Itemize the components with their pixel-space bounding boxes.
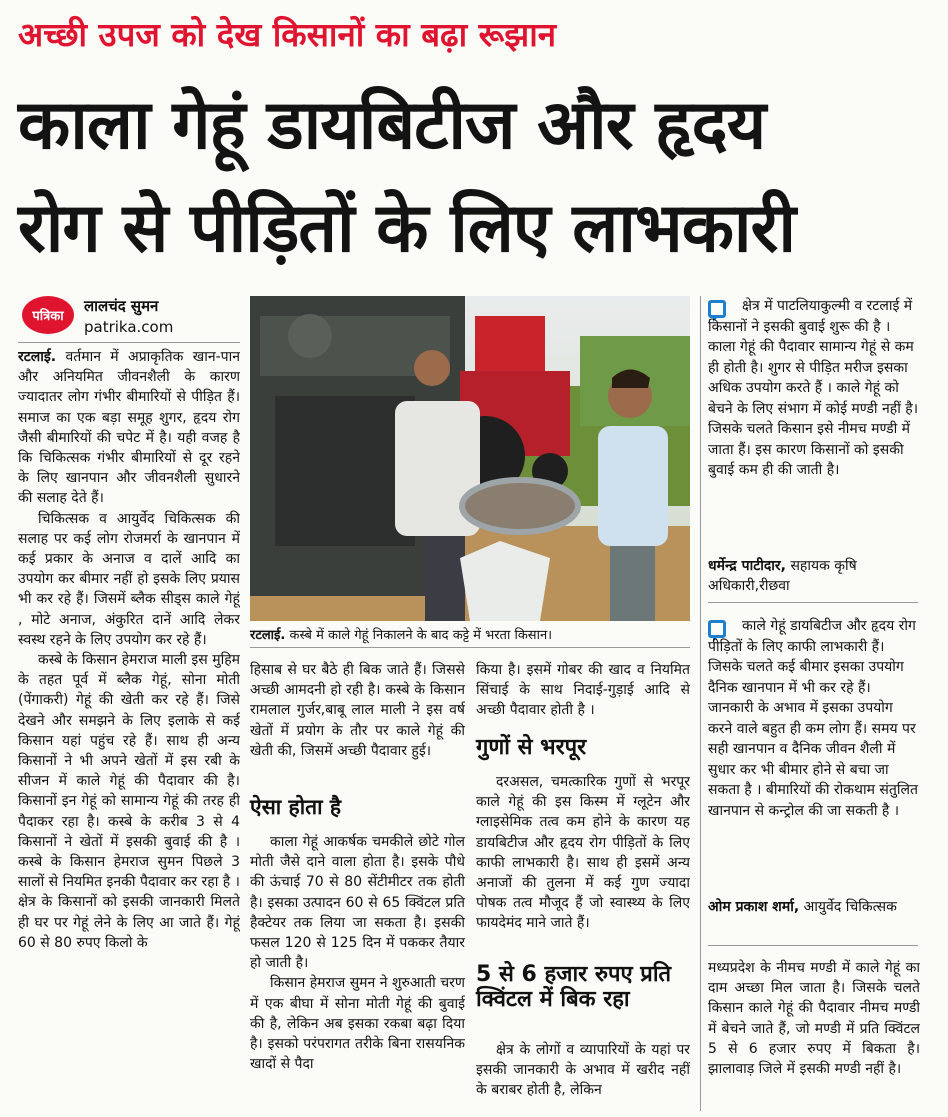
sidebar-end-paragraph: मध्यप्रदेश के नीमच मण्डी में काले गेहूं का दाम अच्छा मिल जाता है। जिसके चलते किसान काले गेहूं की पैदावार नीमच मण्डी में बेचने जाते हैं, जो मण्डी में प्रति क्विंटल 5 से 6 हजार रुपए में बिकता है। झालावाड़ जिले में इसकी मण्डी नहीं है। [708, 960, 920, 1078]
sidebar-quote-2: काले गेहूं डायबिटीज और हृदय रोग पीड़ितों के लिए काफी लाभकारी हैं। जिसके चलते कई बीमार इसका उपयोग दैनिक खानपान में भी कर रहे हैं। जानकारी के अभाव में इसका उपयोग करने वाले बहुत ही कम लोग हैं। समय पर सही खानपान व दैनिक जीवन शैली में सुधार कर भी बीमार होने से बचा जा सकता है । बीमारियों की रोकथाम संतुलित खानपान से कन्ट्रोल की जा सकती है । [708, 618, 918, 819]
byline-site: patrika.com [84, 318, 174, 336]
col1-paragraph-2: चिकित्सक व आयुर्वेद चिकित्सक की सलाह पर कई लोग रोजमर्रा के खानपान में कई प्रकार के अनाज व दालें आदि का उपयोग कर बीमार नहीं हो इसके लिए प्रयास भी कर रहे हैं। जिसमें ब्लैक सीड्स काले गेहूं , मोटे अनाज, अंकुरित दानें आदि लेकर स्वस्थ रहने के लिए उपयोग कर रहे हैं। [18, 510, 240, 648]
caption-place: रटलाई. [250, 628, 286, 643]
farmer-photo [250, 296, 690, 621]
subhead-price: 5 से 6 हजार रुपए प्रति क्विंटल में बिक रहा [476, 962, 672, 1013]
col3-paragraph-3: क्षेत्र के लोगों व व्यापारियों के यहां पर इसकी जानकारी के अभाव में खरीद नहीं के बराबर होती है, लेकिन [476, 1042, 690, 1099]
sidebar-rule-1 [708, 602, 918, 603]
photo-caption [250, 627, 690, 645]
attribution-2-role: आयुर्वेद चिकित्सक [803, 899, 897, 915]
caption-divider [250, 647, 690, 648]
headline-line-1: काला गेहूं डायबिटीज और हृदय [18, 86, 766, 165]
byline-divider [18, 342, 240, 343]
article-column-3-top [476, 660, 690, 730]
col2-paragraph-2: काला गेहूं आकर्षक चमकीले छोटे गोल मोती जैसे दाने वाला होता है। इसके पौधे की ऊंचाई 70 से 80 सेंटीमीटर तक होती है। इसका उत्पादन 60 से 65 क्विंटल प्रति हैक्टेयर तक लिया जा सकता है। इसकी फसल 120 से 125 दिन में पककर तैयार हो जाती है। [250, 834, 465, 972]
col3-paragraph-1: किया है। इसमें गोबर की खाद व नियमित सिंचाई के साथ निदाई-गुड़ाई आदि से अच्छी पैदावार होती है । [476, 662, 690, 719]
subhead-aisa-hota-hai: ऐसा होता है [250, 795, 342, 819]
attribution-2-name: ओम प्रकाश शर्मा, [708, 899, 800, 915]
article-column-1 [18, 347, 240, 1112]
sidebar-quote-1: क्षेत्र में पाटलियाकुल्मी व रटलाई में किसानों ने इसकी बुवाई शुरू की है । काला गेहूं की पैदावार सामान्य गेहूं से कम ही होती है। शुगर से पीड़ित मरीज इसका अधिक उपयोग करते हैं । काले गेहूं को बेचने के लिए संभाग में कोई मण्डी नहीं है। जिसके चलते किसान इसे नीमच मण्डी में जाता हैं। इस कारण किसानों को इसकी बुवाई कम ही की जाती है। [708, 298, 919, 478]
col1-paragraph-1: वर्तमान में अप्राकृतिक खान-पान और अनियमित जीवनशैली के कारण ज्यादातर लोग गंभीर बीमारियों से पीड़ित हैं। समाज का एक बड़ा समूह शुगर, हृदय रोग जैसी बीमारियों की चपेट में है। यही वजह है कि चिकित्सक गंभीर बीमारियों से दूर रहने के लिए खानपान और जीवनशैली सुधारने की सलाह देते हैं। [18, 349, 240, 507]
sidebar-attribution-2 [708, 897, 918, 917]
headline-line-2: रोग से पीड़ितों के लिए लाभकारी [18, 189, 795, 268]
col2-paragraph-3: किसान हेमराज सुमन ने शुरुआती चरण में एक बीघा में सोना मोती गेहूं की बुवाई की है, लेकिन अब इसका रकबा बढ़ा दिया है। इसको परंपरागत तरीके बिना रासयनिक खादों से पैदा [250, 975, 465, 1073]
article-column-2-bottom [250, 832, 465, 1117]
col1-paragraph-3: कस्बे के किसान हेमराज माली इस मुहिम के तहत पूर्व में ब्लैक गेहूं, सोना मोती (पेंगाकरी) गेहूं की खेती कर रहे हैं। जिसे देखने और समझने के लिए इलाके से कई किसान यहां पहुंच रहे हैं। साथ ही अन्य किसानों ने भी अपने खेतों में इस रबी के सीजन में काले गेहूं की पैदावार की है। किसानों इन गेहूं को सामान्य गेहूं की तरह ही पैदाकर रहा है। कस्बे के करीब 3 से 4 किसानों ने खेतों में इसकी बुवाई की है । कस्बे के किसान हेमराज सुमन पिछले 3 सालों से नियमित इनकी पैदावार कर रहा है ।क्षेत्र के किसानों को इसकी जानकारी मिलते ही घर पर गेहूं लेने के लिए आ जाते हैं। गेहूं 60 से 80 रुपए किलो के [18, 652, 240, 951]
patrika-logo: पत्रिका [22, 296, 74, 334]
kicker-headline: अच्छी उपज को देख किसानों का बढ़ा रूझान [18, 15, 557, 54]
sidebar-rule-2 [708, 945, 918, 946]
byline-author: लालचंद सुमन [84, 297, 159, 315]
col3-paragraph-2: दरअसल, चमत्कारिक गुणों से भरपूर काले गेहूं की इस किस्म में ग्लूटेन और ग्लाइसेमिक तत्व कम होने के कारण यह डायबिटीज और हृदय रोग पीड़ितों के लिए काफी लाभकारी है। साथ ही इसमें अन्य अनाजों की तुलना में कई गुण ज्यादा पोषक तत्व मौजूद हैं जो स्वास्थ्य के लिए फायदेमंद माने जाते हैं। [476, 774, 690, 932]
sidebar-divider [700, 296, 701, 1111]
caption-text: कस्बे में काले गेहूं निकालने के बाद कट्टे में भरता किसान। [289, 628, 553, 643]
sidebar-attribution-1 [708, 556, 918, 596]
photo-illustration [250, 296, 690, 621]
article-column-2-top [250, 660, 465, 790]
attribution-1-name: धर्मेन्द्र पाटीदार, [708, 558, 786, 574]
subhead-gunon-se-bharpur: गुणों से भरपूर [476, 735, 587, 760]
dateline: रटलाई. [18, 349, 57, 365]
article-column-3-middle [476, 772, 690, 957]
col2-paragraph-1: हिसाब से घर बैठे ही बिक जाते हैं। जिससे अच्छी आमदनी हो रही है। कस्बे के किसान रामलाल गुर्जर,बाबू लाल माली ने इस वर्ष खेतों में प्रयोग के तौर पर काले गेहूं की खेती की, जिसमें अच्छी पैदावार हुई। [250, 662, 465, 759]
article-column-3-bottom [476, 1040, 690, 1115]
attribution-1-role: सहायक कृषि अधिकारी,रीछवा [708, 558, 857, 594]
sidebar-paragraph [708, 958, 920, 1113]
